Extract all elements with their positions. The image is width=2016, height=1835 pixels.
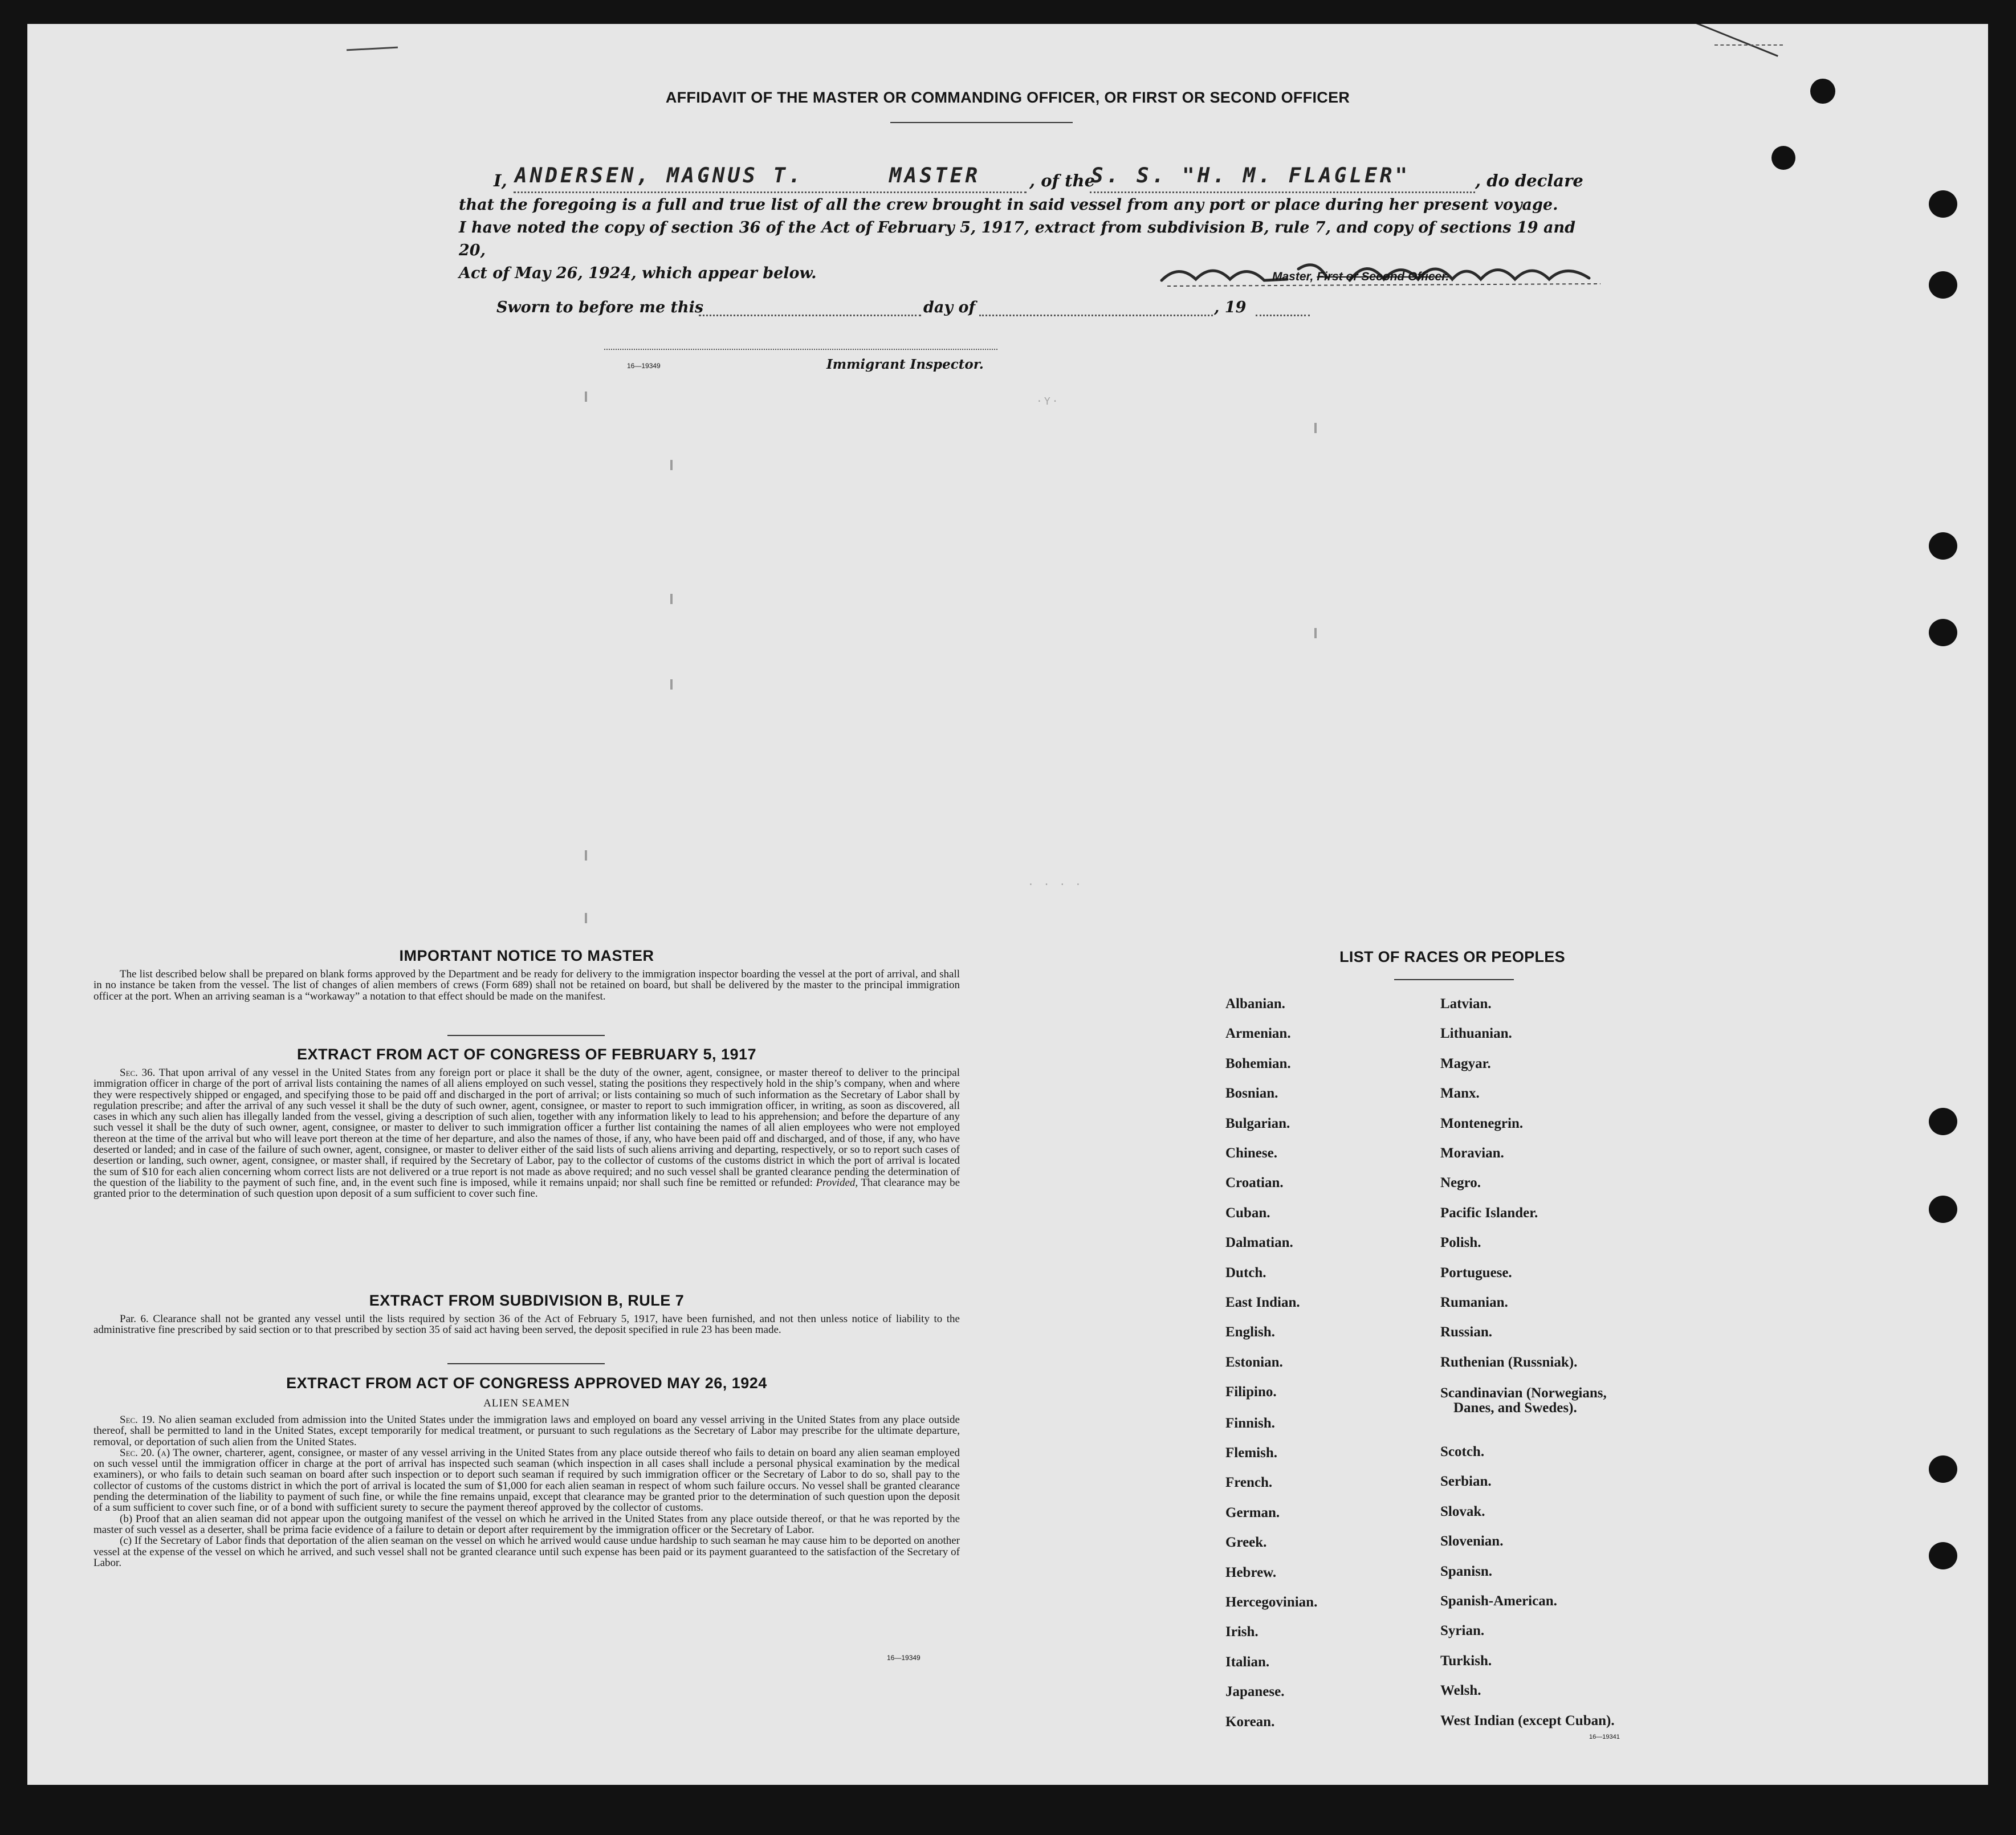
race-item: Syrian.: [1440, 1623, 1485, 1639]
race-item: Irish.: [1225, 1624, 1259, 1640]
punch-hole: [1929, 271, 1957, 299]
race-item: Bosnian.: [1225, 1086, 1278, 1102]
sec-20a: [93, 1447, 960, 1514]
bleed-through-tick: [585, 392, 587, 402]
race-item: Spanish-American.: [1440, 1593, 1557, 1609]
race-item: Bohemian.: [1225, 1055, 1291, 1071]
inspector-signature-line: [604, 349, 997, 350]
race-item: Portuguese.: [1440, 1265, 1512, 1281]
race-item: Japanese.: [1225, 1684, 1285, 1700]
races-divider: [1394, 979, 1514, 980]
race-item: Cuban.: [1225, 1205, 1270, 1221]
sec-20a-label: Sec. 20. (a): [120, 1446, 170, 1459]
proviso-body: That clearance may be granted prior to the determination of such question upon deposit of a sum sufficient to cover such fine.: [93, 1176, 960, 1200]
race-item: Moravian.: [1440, 1145, 1504, 1161]
extract-1917-text: [93, 1067, 960, 1200]
declaration-line-4: Act of May 26, 1924, which appear below.: [459, 264, 817, 282]
sec-20b-label: (b): [120, 1512, 133, 1525]
race-item: Greek.: [1225, 1535, 1267, 1551]
bleed-through-mark: · · · ·: [1028, 879, 1083, 891]
race-item: Serbian.: [1440, 1474, 1492, 1490]
sworn-text: Sworn to before me this: [496, 299, 704, 316]
punch-hole: [1929, 532, 1957, 560]
race-item: Hebrew.: [1225, 1564, 1277, 1580]
document-sheet: [27, 24, 1988, 1785]
punch-hole: [1929, 1108, 1957, 1135]
race-item: German.: [1225, 1504, 1280, 1520]
master-label: Master,: [1272, 270, 1314, 283]
struck-officer-label: First or Second Officer.: [1317, 270, 1449, 283]
i-prefix: I,: [494, 171, 507, 190]
race-item: East Indian.: [1225, 1295, 1300, 1310]
race-item: Chinese.: [1225, 1145, 1277, 1161]
race-item: Estonian.: [1225, 1354, 1283, 1370]
vessel-name-handwritten: S. S. "H. M. FLAGLER": [1091, 164, 1411, 187]
sec-20c-body: If the Secretary of Labor finds that deportation of the alien seaman on the vessel on which he arrived would cause undue hardship to such seaman he may cause him to be deported on another vessel at the expense of the vessel on which he arrived, and such vessel shall not be granted clearance until such expense has been paid or its payment guaranteed to the satisfaction of the Secretary of Labor.: [93, 1535, 960, 1569]
races-title: LIST OF RACES OR PEOPLES: [1339, 948, 1565, 965]
sec-20c: [93, 1535, 960, 1568]
race-item: Latvian.: [1440, 996, 1492, 1012]
signature-title: [1272, 270, 1449, 284]
sec-19-label: Sec. 19.: [120, 1414, 155, 1426]
rule7-body: Par. 6. Clearance shall not be granted any vessel until the lists required by section 36 of the Act of February 5, 1917, have been furnished, and not then unless notice of liability to the administrative fine prescribed by said section or to that prescribed by section 35 of said act having been served, the deposit specified in rule 23 has been made.: [93, 1313, 960, 1336]
punch-hole: [1929, 1542, 1957, 1569]
punch-hole: [1929, 1455, 1957, 1483]
extract-1917-title: EXTRACT FROM ACT OF CONGRESS OF FEBRUARY 5, 1917: [296, 1046, 757, 1063]
rule7-divider: [447, 1363, 605, 1364]
race-item: Lithuanian.: [1440, 1026, 1512, 1042]
sworn-day-line: [699, 315, 921, 316]
extract-1924-title: EXTRACT FROM ACT OF CONGRESS APPROVED MAY 26, 1924: [286, 1375, 767, 1392]
race-item: Polish.: [1440, 1235, 1481, 1251]
race-item: Scandinavian (Norwegians,: [1440, 1385, 1607, 1401]
race-item: Magyar.: [1440, 1055, 1491, 1071]
sec-20c-label: (c): [120, 1535, 132, 1547]
bleed-through-tick: [1314, 628, 1317, 638]
race-item: Scotch.: [1440, 1444, 1485, 1459]
bleed-through-tick: [670, 594, 673, 604]
of-the-text: , of the: [1029, 171, 1095, 190]
sec-19-body: No alien seaman excluded from admission into the United States under the immigration laws and employed on board any vessel arriving in the United States from any place outside thereof, shall be permitted to land in the United States, except temporarily for medical treatment, or pursuant to such regulations as the Secretary of Labor may prescribe for the ultimate departure, removal, or deportation of such alien from the United States.: [93, 1414, 960, 1448]
punch-hole: [1929, 619, 1957, 646]
extract-rule7-text: [93, 1314, 960, 1336]
sec-20b: [93, 1514, 960, 1536]
race-item: Slovenian.: [1440, 1534, 1504, 1549]
bleed-through-tick: [585, 913, 587, 923]
notice-body: The list described below shall be prepared on blank forms approved by the Department and be ready for delivery to the immigration inspector boarding the vessel at the port of arrival, and shall in no instance be taken from the vessel. The list of changes of alien members of crews (Form 689) shall not be retained on board, but shall be delivered by the master to the principal immigration officer at the port. When an arriving seaman is a “workaway” a notation to that effect should be made on the manifest.: [93, 968, 960, 1002]
title-divider: [890, 122, 1073, 123]
race-item: Filipino.: [1225, 1384, 1277, 1400]
declaration-line-2: that the foregoing is a full and true list of all the crew brought in said vessel from any port or place during her present voyage.: [459, 196, 1558, 214]
race-item: Turkish.: [1440, 1653, 1492, 1669]
day-of-text: day of: [923, 299, 976, 316]
race-item: Russian.: [1440, 1324, 1493, 1340]
punch-hole: [1929, 1196, 1957, 1223]
race-item: Flemish.: [1225, 1445, 1277, 1461]
year-prefix: , 19: [1214, 299, 1247, 316]
scan-mark: [1651, 24, 1778, 57]
extract-1924-text: [93, 1414, 960, 1568]
race-item: Croatian.: [1225, 1175, 1284, 1191]
race-item: Armenian.: [1225, 1026, 1291, 1042]
scan-mark: [1714, 44, 1783, 46]
bleed-through-mark: ·Y·: [1036, 395, 1060, 407]
inspector-label: Immigrant Inspector.: [826, 357, 984, 372]
race-item: Albanian.: [1225, 996, 1285, 1012]
sec-19: [93, 1414, 960, 1447]
do-declare-text: , do declare: [1475, 171, 1583, 190]
race-item: Pacific Islander.: [1440, 1205, 1538, 1221]
scan-mark: [347, 47, 398, 51]
race-item: Welsh.: [1440, 1683, 1481, 1699]
punch-hole: [1929, 190, 1957, 218]
bleed-through-tick: [1314, 423, 1317, 433]
affidavit-title: AFFIDAVIT OF THE MASTER OR COMMANDING OFFICER, OR FIRST OR SECOND OFFICER: [665, 89, 1350, 106]
form-number-right: 16—19341: [1589, 1734, 1620, 1740]
punch-hole: [1771, 146, 1795, 170]
sworn-month-line: [979, 315, 1213, 316]
sworn-year-line: [1256, 315, 1310, 316]
sec-36-body: That upon arrival of any vessel in the United States from any foreign port or place it shall be the duty of the owner, agent, consignee, or master thereof to deliver to the principal immigration officer in charge of the port of arrival lists containing the names of all aliens employed on such vessel, stating the positions they respectively hold in the ship’s company, when and where they were respectively shipped or engaged, and specifying those to be paid off and discharged in the port of arrival; or lists containing so much of such information as the Secretary of Labor shall by regulation prescribe; and after the arrival of any such vessel it shall be the duty of such owner, agent, consignee, or master to report to such immigration officer, in writing, as soon as discovered, all cases in which any such alien has illegally landed from the vessel, giving a description of such alien, together with any information likely to lead to his apprehension; and before the departure of any such vessel it shall be the duty of such owner, agent, consignee, or master to deliver to such immigration officer a further list containing the names of all alien employees who were not employed thereon at the time of the arrival but who will leave port thereon at the time of her departure, and also the names of those, if any, who have been paid off and discharged, and of those, if any, who have deserted or landed; and in case of the failure of such owner, agent, consignee, or master to deliver either of the said lists of such aliens arriving and departing, respectively, or so to report such cases of desertion or landing, such owner, agent, consignee, or master shall, if required by the Secretary of Labor, pay to the collector of customs of the customs district in which the port of arrival is located the sum of $10 for each alien concerning whom correct lists are not delivered or a true report is not made as above required; and no such vessel shall be granted clearance pending the determination of the question of the liability to the payment of such fine, and, in the event such fine is imposed, while it remains unpaid; nor shall such fine be remitted or refunded:: [93, 1067, 960, 1189]
race-item: Finnish.: [1225, 1415, 1275, 1431]
rank-handwritten: MASTER: [889, 164, 981, 187]
form-number-left: 16—19349: [887, 1654, 921, 1662]
bleed-through-tick: [585, 850, 587, 861]
form-number-top: 16—19349: [627, 362, 661, 370]
sec-20b-body: Proof that an alien seaman did not appear upon the outgoing manifest of the vessel on which he arrived in the United States from any place outside thereof, or that he was reported by the master of such vessel as a deserter, shall be prima facie evidence of a failure to detain or deport after requirement by the immigration officer or the Secretary of Labor.: [93, 1512, 960, 1536]
race-item: English.: [1225, 1324, 1275, 1340]
race-item: Manx.: [1440, 1086, 1480, 1102]
sec-36-label: Sec. 36.: [120, 1067, 156, 1079]
declaration-line-3: I have noted the copy of section 36 of the Act of February 5, 1917, extract from subdivision B, rule 7, and copy of sections 19 and 20,: [459, 219, 1575, 259]
name-underline: [514, 191, 1027, 193]
notice-title: IMPORTANT NOTICE TO MASTER: [399, 947, 654, 964]
race-item: Korean.: [1225, 1714, 1275, 1730]
race-item: Negro.: [1440, 1175, 1481, 1191]
race-item: Hercegovinian.: [1225, 1595, 1318, 1610]
punch-hole: [1810, 79, 1835, 104]
bleed-through-tick: [670, 679, 673, 690]
race-item: Bulgarian.: [1225, 1115, 1290, 1131]
race-item: Danes, and Swedes).: [1453, 1400, 1577, 1416]
vessel-underline: [1090, 191, 1475, 193]
sec-20a-body: The owner, charterer, agent, consignee, or master of any vessel arriving in the United States from any place outside thereof who fails to detain on board any alien seaman employed on such vessel until the immigration officer in charge at the port of arrival has inspected such seaman (which inspection in all cases shall include a personal physical examination by the medical examiners), or who fails to detain such seaman on board after such inspection or to deport such seaman if required by such immigration officer or the Secretary of Labor to do so, shall pay to the collector of customs of the customs district in which the port of arrival is located the sum of $1,000 for each alien seaman in respect of whom such failure occurs. No vessel shall be granted clearance pending the determination of the liability to payment of such fine, or while the fine remains unpaid, except that clearance may be granted prior to the determination of such question upon the deposit of a sum sufficient to cover such fine, or of a bond with sufficient surety to secure the payment thereof approved by the collector of customs.: [93, 1446, 960, 1514]
race-item: Dalmatian.: [1225, 1235, 1293, 1251]
bleed-through-tick: [670, 460, 673, 470]
race-item: Italian.: [1225, 1654, 1270, 1670]
proviso-label: Provided,: [816, 1176, 858, 1189]
race-item: Slovak.: [1440, 1503, 1485, 1519]
extract-rule7-title: EXTRACT FROM SUBDIVISION B, RULE 7: [369, 1292, 685, 1309]
notice-text: [93, 969, 960, 1002]
race-item: Montenegrin.: [1440, 1115, 1524, 1131]
notice-divider: [447, 1035, 605, 1036]
race-item: Ruthenian (Russniak).: [1440, 1354, 1578, 1370]
race-item: West Indian (except Cuban).: [1440, 1712, 1615, 1728]
race-item: Spanisn.: [1440, 1563, 1493, 1579]
master-name-handwritten: ANDERSEN, MAGNUS T.: [515, 164, 804, 187]
race-item: Dutch.: [1225, 1265, 1266, 1281]
race-item: Rumanian.: [1440, 1295, 1508, 1310]
race-item: French.: [1225, 1475, 1273, 1491]
alien-seamen-subtitle: ALIEN SEAMEN: [483, 1397, 570, 1409]
